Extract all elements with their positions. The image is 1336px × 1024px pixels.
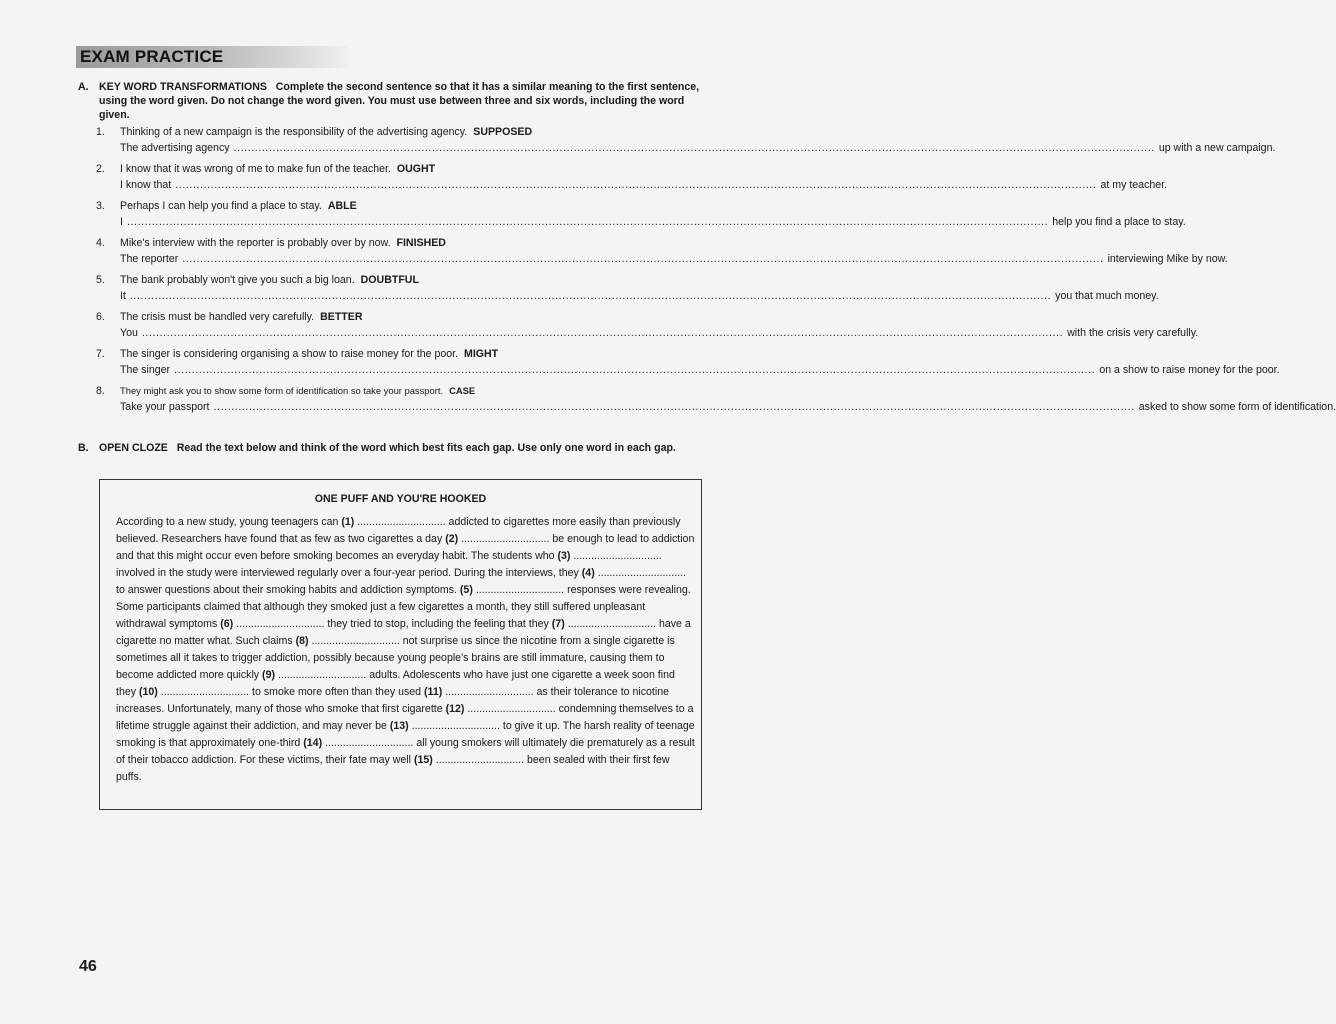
gap-blank[interactable]: .............................. xyxy=(573,550,662,562)
answer-blank[interactable]: .................................................................................................................................................................................................................................................................... xyxy=(141,327,1064,339)
gap-blank[interactable]: .............................. xyxy=(411,720,500,732)
item-question-text: Perhaps I can help you find a place to stay. xyxy=(120,200,322,212)
answer-end: with the crisis very carefully. xyxy=(1067,327,1199,339)
section-b-title: OPEN CLOZE xyxy=(99,442,168,454)
answer-end: you that much money. xyxy=(1055,290,1159,302)
page-number: 46 xyxy=(79,958,97,975)
answer-end: interviewing Mike by now. xyxy=(1107,253,1228,265)
item-question xyxy=(120,348,498,360)
item-question xyxy=(120,163,435,175)
item-keyword: DOUBTFUL xyxy=(360,274,419,286)
transformation-item xyxy=(96,311,1199,348)
gap-blank[interactable]: .............................. xyxy=(236,618,325,630)
answer-start: It xyxy=(120,290,126,302)
item-answer-line xyxy=(120,253,1228,265)
answer-blank[interactable]: .................................................................................................................................................................................................................................................................... xyxy=(126,216,1049,228)
answer-start: The singer xyxy=(120,364,171,376)
item-question-text: They might ask you to show some form of identification so take your passport. xyxy=(120,385,444,396)
item-question-text: The crisis must be handled very carefully. xyxy=(120,311,315,323)
cloze-segment: to answer questions about their smoking habits and addiction symptoms. xyxy=(116,584,457,596)
gap-blank[interactable]: .............................. xyxy=(435,754,525,766)
cloze-segment: addicted to cigarettes more easily than previously believed. Researchers have found that as few as two cigarettes a day xyxy=(116,516,681,545)
cloze-segment: responses were revealing. Some participants claimed that although they smoked just a few cigarettes a month, they still suffered unpleasant withdrawal symptoms xyxy=(116,584,691,630)
gap-number: (4) xyxy=(581,567,595,579)
transformation-item xyxy=(96,200,1186,237)
section-a-instructions: Complete the second sentence so that it has a similar meaning to the first sentence, using the word given. Do not change the word given. You must use between three and six words, including the word given. xyxy=(99,81,700,121)
item-answer-line xyxy=(120,290,1159,302)
transformation-item xyxy=(96,274,1159,311)
item-answer-line xyxy=(120,327,1199,339)
answer-start: You xyxy=(120,327,138,339)
item-number: 6. xyxy=(96,311,105,323)
gap-blank[interactable]: .............................. xyxy=(325,737,414,749)
gap-number: (6) xyxy=(220,618,234,630)
cloze-segment: been sealed with their first few puffs. xyxy=(116,754,670,783)
transformation-item xyxy=(96,348,1280,385)
gap-number: (13) xyxy=(389,720,409,732)
cloze-segment: as their tolerance to nicotine increases. Unfortunately, many of those who smoke that first cigarette xyxy=(116,686,669,715)
answer-start: I xyxy=(120,216,123,228)
exam-practice-banner xyxy=(76,46,348,68)
cloze-segment: all young smokers will ultimately die prematurely as a result of their tobacco addiction. For these victims, their fate may well xyxy=(116,737,695,766)
item-answer-line xyxy=(120,142,1276,154)
gap-number: (10) xyxy=(138,686,158,698)
gap-blank[interactable]: .............................. xyxy=(160,686,250,698)
item-number: 2. xyxy=(96,163,105,175)
section-a-title: KEY WORD TRANSFORMATIONS xyxy=(99,81,267,93)
cloze-segment: involved in the study were interviewed regularly over a four-year period. During the interviews, they xyxy=(116,567,579,579)
item-number: 3. xyxy=(96,200,105,212)
gap-number: (3) xyxy=(557,550,571,562)
item-keyword: SUPPOSED xyxy=(473,126,533,138)
item-question-text: Mike's interview with the reporter is probably over by now. xyxy=(120,237,391,249)
answer-blank[interactable]: .................................................................................................................................................................................................................................................................... xyxy=(174,364,1096,376)
answer-start: The reporter xyxy=(120,253,179,265)
item-question-text: Thinking of a new campaign is the responsibility of the advertising agency. xyxy=(120,126,468,138)
item-number: 5. xyxy=(96,274,105,286)
item-keyword: BETTER xyxy=(320,311,363,323)
answer-blank[interactable]: .................................................................................................................................................................................................................................................................... xyxy=(213,401,1135,413)
item-question-text: The singer is considering organising a show to raise money for the poor. xyxy=(120,348,459,360)
gap-blank[interactable]: .............................. xyxy=(357,516,446,528)
answer-end: on a show to raise money for the poor. xyxy=(1099,364,1280,376)
answer-blank[interactable]: .................................................................................................................................................................................................................................................................... xyxy=(175,179,1097,191)
transformation-item xyxy=(96,237,1228,274)
cloze-text xyxy=(116,514,696,786)
cloze-segment: they tried to stop, including the feeling that they xyxy=(327,618,549,630)
gap-blank[interactable]: .............................. xyxy=(311,635,400,647)
transformation-list xyxy=(96,126,1336,422)
gap-number: (12) xyxy=(445,703,465,715)
gap-number: (8) xyxy=(295,635,309,647)
gap-number: (15) xyxy=(413,754,433,766)
item-answer-line xyxy=(120,179,1168,191)
item-keyword: FINISHED xyxy=(396,237,446,249)
section-b-heading xyxy=(78,441,699,455)
gap-number: (7) xyxy=(551,618,565,630)
gap-blank[interactable]: .............................. xyxy=(567,618,656,630)
gap-number: (2) xyxy=(445,533,459,545)
transformation-item xyxy=(96,126,1276,163)
item-question xyxy=(120,311,362,323)
gap-number: (9) xyxy=(262,669,275,681)
item-keyword: CASE xyxy=(449,385,476,396)
gap-number: (11) xyxy=(424,686,443,698)
cloze-segment: adults. Adolescents who have just one cigarette a week soon find they xyxy=(116,669,675,698)
gap-blank[interactable]: .............................. xyxy=(475,584,565,596)
banner-title: EXAM PRACTICE xyxy=(80,47,224,66)
item-question-text: The bank probably won't give you such a big loan. xyxy=(120,274,355,286)
gap-blank[interactable]: .............................. xyxy=(461,533,550,545)
gap-blank[interactable]: .............................. xyxy=(445,686,534,698)
answer-start: The advertising agency xyxy=(120,142,230,154)
item-question xyxy=(120,237,446,249)
item-keyword: OUGHT xyxy=(396,163,436,175)
item-question xyxy=(120,274,419,286)
answer-end: up with a new campaign. xyxy=(1158,142,1276,154)
answer-end: help you find a place to stay. xyxy=(1052,216,1186,228)
item-answer-line xyxy=(120,364,1280,376)
gap-blank[interactable]: .............................. xyxy=(597,567,686,579)
answer-start: I know that xyxy=(120,179,172,191)
cloze-segment: to smoke more often than they used xyxy=(252,686,422,698)
cloze-segment: According to a new study, young teenagers can xyxy=(116,516,339,528)
answer-blank[interactable]: .................................................................................................................................................................................................................................................................... xyxy=(129,290,1052,302)
gap-number: (14) xyxy=(303,737,323,749)
answer-end: at my teacher. xyxy=(1100,179,1168,191)
gap-blank[interactable]: .............................. xyxy=(277,669,367,681)
item-number: 7. xyxy=(96,348,105,360)
answer-start: Take your passport xyxy=(120,401,210,413)
item-question xyxy=(120,126,532,138)
transformation-item xyxy=(96,163,1168,200)
cloze-segment: condemning themselves to a lifetime struggle against their addiction, and may never be xyxy=(116,703,694,732)
cloze-text-box xyxy=(99,479,702,810)
section-b-instructions: Read the text below and think of the word which best fits each gap. Use only one word in each gap. xyxy=(176,442,676,454)
section-a-letter: A. xyxy=(78,81,89,93)
cloze-segment: to give it up. The harsh reality of teenage smoking is that approximately one-third xyxy=(116,720,695,749)
answer-end: asked to show some form of identification. xyxy=(1138,401,1336,413)
section-a-heading xyxy=(78,80,709,122)
item-question-text: I know that it was wrong of me to make fun of the teacher. xyxy=(120,163,391,175)
answer-blank[interactable]: .................................................................................................................................................................................................................................................................... xyxy=(182,253,1104,265)
cloze-segment: have a cigarette no matter what. Such claims xyxy=(116,618,691,647)
cloze-title: ONE PUFF AND YOU'RE HOOKED xyxy=(314,493,487,505)
gap-number: (1) xyxy=(341,516,355,528)
transformation-item xyxy=(96,385,1336,422)
item-number: 4. xyxy=(96,237,105,249)
gap-blank[interactable]: .............................. xyxy=(467,703,556,715)
item-question xyxy=(120,200,357,212)
item-number: 8. xyxy=(96,385,105,397)
item-answer-line xyxy=(120,216,1186,228)
cloze-segment: not surprise us since the nicotine from a single cigarette is sometimes all it takes to trigger addiction, possibly because young people's brains are still immature, causing them to become addicted more quickly xyxy=(116,635,675,681)
item-question xyxy=(120,385,475,396)
cloze-segment: be enough to lead to addiction and that this might occur even before smoking becomes an everyday habit. The students who xyxy=(116,533,695,562)
item-keyword: ABLE xyxy=(327,200,357,212)
answer-blank[interactable]: .................................................................................................................................................................................................................................................................... xyxy=(233,142,1155,154)
section-b-letter: B. xyxy=(78,442,89,454)
gap-number: (5) xyxy=(459,584,473,596)
item-number: 1. xyxy=(96,126,105,138)
item-answer-line xyxy=(120,401,1336,413)
item-keyword: MIGHT xyxy=(464,348,499,360)
